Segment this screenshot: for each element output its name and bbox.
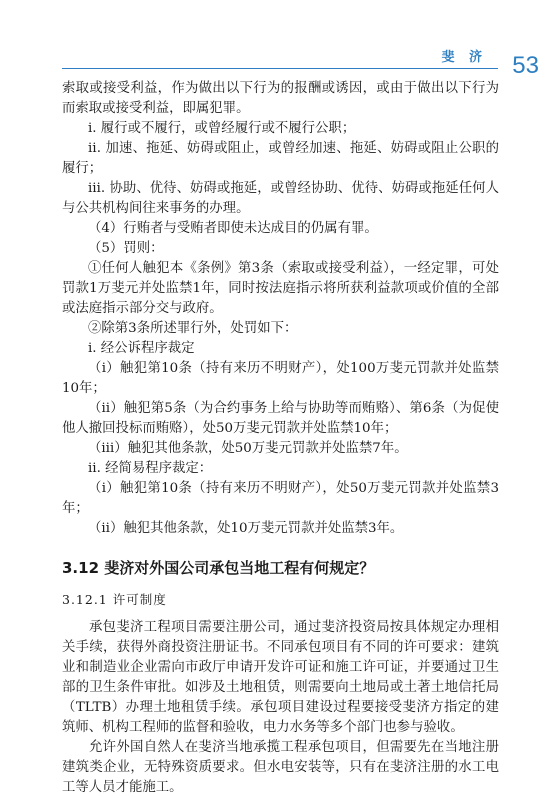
list-item: ⅰ. 履行或不履行，或曾经履行或不履行公职； <box>88 121 356 136</box>
list-item: ①任何人触犯本《条例》第3条（索取或接受利益），一经定罪，可处罚款1万斐元并处监禁1年，同时按法庭指示将所获利益款项或价值的全部或法庭指示部分交与政府。 <box>62 261 499 316</box>
page-header <box>0 0 559 80</box>
list-item: （4）行贿者与受贿者即使未达成目的仍属有罪。 <box>88 221 378 236</box>
page-number: 53 <box>512 52 539 79</box>
list-item: ⅲ. 协助、优待、妨碍或拖延，或曾经协助、优待、妨碍或拖延任何人与公共机构间往来事务的办理。 <box>62 181 499 216</box>
list-item: （ⅰ）触犯第10条（持有来历不明财产），处50万斐元罚款并处监禁3年； <box>62 481 499 516</box>
list-item: （5）罚则： <box>88 241 164 256</box>
list-item: （ⅱ）触犯其他条款，处10万斐元罚款并处监禁3年。 <box>88 521 404 536</box>
list-item: （ⅲ）触犯其他条款，处50万斐元罚款并处监禁7年。 <box>88 441 408 456</box>
list-item: ⅰ. 经公诉程序裁定 <box>88 341 195 356</box>
list-item: （ⅰ）触犯第10条（持有来历不明财产），处100万斐元罚款并处监禁10年； <box>62 361 499 396</box>
list-item: ②除第3条所述罪行外，处罚如下： <box>88 321 298 336</box>
header-rule <box>62 68 498 69</box>
subsection-heading: 3.12.1 许可制度 <box>62 592 167 607</box>
page-body <box>62 79 499 798</box>
paragraph: 允许外国自然人在斐济当地承揽工程承包项目，但需要先在当地注册建筑类企业，无特殊资质要求。但水电安装等，只有在斐济注册的水工电工等人员才能施工。 <box>62 740 499 795</box>
list-item: （ⅱ）触犯第5条（为合约事务上给与协助等而贿赂）、第6条（为促使他人撤回投标而贿赂），处50万斐元罚款并处监禁10年； <box>62 401 499 436</box>
paragraph: 承包斐济工程项目需要注册公司，通过斐济投资局按具体规定办理相关手续，获得外商投资注册证书。不同承包项目有不同的许可要求：建筑业和制造业企业需向市政厅申请开发许可证和施工许可证，并要通过卫生部的卫生条件审批。如涉及土地租赁，则需要向土地局或土著土地信托局（TLTB）办理土地租赁手续。承包项目建设过程要接受斐济方指定的建筑师、机构工程师的监督和验收，电力水务等多个部门也参与验收。 <box>62 620 499 735</box>
running-header-title: 斐 济 <box>441 50 487 65</box>
paragraph: 索取或接受利益，作为做出以下行为的报酬或诱因，或由于做出以下行为而索取或接受利益，即属犯罪。 <box>62 81 499 116</box>
list-item: ⅱ. 经简易程序裁定： <box>88 461 213 476</box>
list-item: ⅱ. 加速、拖延、妨碍或阻止，或曾经加速、拖延、妨碍或阻止公职的履行； <box>62 141 499 176</box>
section-heading: 3.12 斐济对外国公司承包当地工程有何规定？ <box>62 559 375 577</box>
